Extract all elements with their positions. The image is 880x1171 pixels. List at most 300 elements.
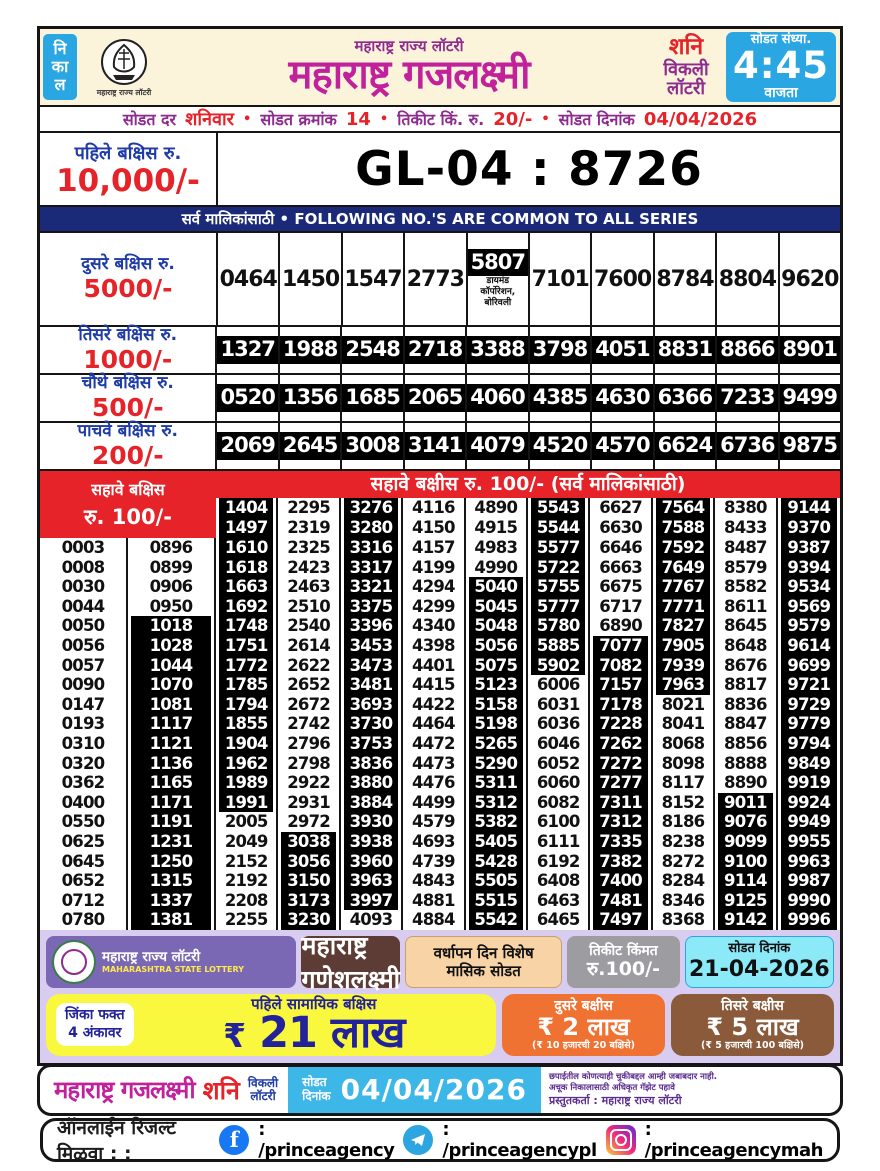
result-number-cell xyxy=(216,656,278,676)
result-number-cell xyxy=(466,891,528,911)
result-number-cell xyxy=(528,773,590,793)
result-number: 8890 xyxy=(724,773,767,793)
footer-social-strip xyxy=(40,1116,840,1165)
fifth-prize-label-cell xyxy=(40,423,217,469)
result-number: 8186 xyxy=(661,812,705,832)
prize-number-cell xyxy=(530,233,592,325)
result-number-cell xyxy=(653,832,715,852)
result-number-cell xyxy=(653,793,715,813)
result-number-cell xyxy=(466,636,528,656)
result-number-cell xyxy=(128,714,216,734)
result-number-cell xyxy=(128,616,216,636)
result-number-cell xyxy=(590,695,652,715)
result-number: 8068 xyxy=(661,733,705,753)
result-number: 1748 xyxy=(219,616,273,636)
result-number-cell xyxy=(341,871,403,891)
result-number-cell xyxy=(653,852,715,872)
result-number-cell xyxy=(715,852,777,872)
result-number: 9955 xyxy=(781,832,837,852)
result-number: 4157 xyxy=(412,538,455,557)
prize-number: 1356 xyxy=(280,384,340,411)
sixth-prize-label-cell xyxy=(40,471,216,538)
result-number-cell xyxy=(40,910,128,930)
result-number: 4093 xyxy=(349,910,393,930)
result-number: 6031 xyxy=(536,694,580,714)
result-number: 3173 xyxy=(281,891,335,911)
result-number-cell xyxy=(715,832,777,852)
result-number: 6192 xyxy=(536,851,580,871)
result-number-cell xyxy=(590,518,652,538)
result-number-cell xyxy=(403,812,465,832)
ad-ticket-label: तिकीट किंमत xyxy=(589,942,658,959)
result-number: 1028 xyxy=(131,636,211,656)
prize-number: 4630 xyxy=(592,384,652,411)
result-number: 9099 xyxy=(718,832,772,852)
result-number-cell xyxy=(216,754,278,774)
result-number: 2931 xyxy=(287,792,330,812)
result-number: 9076 xyxy=(718,812,772,832)
agent-caption: बोरिवली xyxy=(484,298,512,309)
prize-number-cell xyxy=(280,375,342,421)
result-number-cell xyxy=(778,793,840,813)
result-number: 6052 xyxy=(536,753,580,773)
result-number: 8117 xyxy=(661,773,705,793)
result-number-cell xyxy=(466,597,528,617)
prize-number: 4051 xyxy=(592,336,652,363)
result-number: 5902 xyxy=(531,656,585,676)
common-series-band: सर्व मालिकांसाठी • FOLLOWING NO.'S ARE COMMON TO ALL SERIES xyxy=(40,207,840,233)
result-number-cell xyxy=(778,597,840,617)
disclaimer-line2: अचूक निकालासाठी अधिकृत गॅझेट पहावे xyxy=(548,1082,675,1093)
result-number: 7277 xyxy=(593,773,647,793)
result-number-cell xyxy=(715,558,777,578)
weekly-label-1: विकली xyxy=(663,58,709,80)
result-number-cell xyxy=(528,891,590,911)
result-number-cell xyxy=(715,871,777,891)
emblem-icon xyxy=(99,37,149,87)
result-number: 3321 xyxy=(344,577,398,597)
sixth-prize-number-grid xyxy=(40,538,840,930)
result-number: 5755 xyxy=(531,577,585,597)
result-number: 9125 xyxy=(718,891,772,911)
result-number-cell xyxy=(778,734,840,754)
facebook-icon[interactable]: f xyxy=(219,1125,249,1155)
result-number: 1081 xyxy=(131,695,211,715)
result-number: 2672 xyxy=(287,694,330,714)
result-number: 2510 xyxy=(287,596,330,616)
result-number-cell xyxy=(403,498,465,518)
prize-number-cell xyxy=(405,327,467,373)
result-number: 5158 xyxy=(469,695,523,715)
result-number: 7481 xyxy=(593,891,647,911)
result-number: 4884 xyxy=(412,910,455,930)
nikal-vertical-label xyxy=(43,34,77,100)
second-prize-row xyxy=(40,233,840,327)
result-number-cell xyxy=(216,714,278,734)
prize-number-cell xyxy=(780,423,840,469)
result-number-cell xyxy=(403,656,465,676)
result-number-cell xyxy=(778,656,840,676)
prize-number: 8866 xyxy=(717,336,777,363)
result-number: 4499 xyxy=(412,792,455,812)
result-number-cell xyxy=(128,538,216,558)
result-number-cell xyxy=(40,616,128,636)
result-number-cell xyxy=(40,656,128,676)
result-number: 4398 xyxy=(412,635,455,655)
result-number: 2325 xyxy=(287,538,330,557)
result-number-cell xyxy=(715,734,777,754)
result-number-cell xyxy=(653,734,715,754)
result-number-cell xyxy=(403,695,465,715)
prize-number-cell xyxy=(655,327,717,373)
ticket-price-label: तिकीट किं. रु. xyxy=(397,110,485,129)
presenter-line: प्रस्तुतकर्ता : महाराष्ट्र राज्य लॉटरी xyxy=(548,1093,682,1107)
result-number-cell xyxy=(40,852,128,872)
result-number-cell xyxy=(715,498,777,518)
result-number: 6046 xyxy=(536,733,580,753)
result-number: 2540 xyxy=(287,616,330,636)
result-number-cell xyxy=(40,597,128,617)
result-number-cell xyxy=(128,832,216,852)
prize-number-cell xyxy=(468,233,530,325)
ad-first-prize-box xyxy=(46,994,496,1056)
result-number-cell xyxy=(40,793,128,813)
result-number-cell xyxy=(278,577,340,597)
ad-ticket-price: रु.100/- xyxy=(586,958,660,980)
result-number-cell xyxy=(466,577,528,597)
prize-number: 2645 xyxy=(280,432,340,459)
result-number-cell xyxy=(403,616,465,636)
result-number-cell xyxy=(40,871,128,891)
prize-amount: 200/- xyxy=(91,440,164,470)
result-number: 7382 xyxy=(593,852,647,872)
prize-number-cell xyxy=(717,327,779,373)
result-number-cell xyxy=(466,695,528,715)
result-number-cell xyxy=(216,773,278,793)
prize-number: 1685 xyxy=(342,384,402,411)
nikal-letter: नि xyxy=(53,39,67,59)
result-number-cell xyxy=(528,616,590,636)
result-number-cell xyxy=(341,498,403,518)
second-prize-label-cell xyxy=(40,233,218,325)
result-number-cell xyxy=(590,577,652,597)
fifth-prize-numbers xyxy=(217,423,840,469)
result-number: 1136 xyxy=(131,754,211,774)
prize-number: 8901 xyxy=(780,336,840,363)
result-number-cell xyxy=(653,558,715,578)
ad-third-note: (₹ 5 हजारची 100 बक्षिसे) xyxy=(700,1040,804,1052)
next-draw-ad xyxy=(40,930,840,1063)
ad-second-title: दुसरे बक्षीस xyxy=(554,997,613,1014)
result-number: 1231 xyxy=(131,832,211,852)
result-number-cell xyxy=(40,538,128,558)
result-number: 9394 xyxy=(781,558,837,578)
result-number: 2742 xyxy=(287,714,330,734)
result-number-cell xyxy=(778,910,840,930)
result-number: 9963 xyxy=(781,852,837,872)
footer-identity-strip xyxy=(37,1064,843,1116)
prize-number-cell xyxy=(280,327,342,373)
result-number-cell xyxy=(403,597,465,617)
result-number: 3316 xyxy=(344,538,398,558)
result-number-cell xyxy=(278,754,340,774)
result-number-cell xyxy=(653,910,715,930)
result-number: 9144 xyxy=(781,498,837,518)
prize-number: 2718 xyxy=(405,336,465,363)
result-number: 4294 xyxy=(412,577,455,597)
result-number-cell xyxy=(653,577,715,597)
result-number: 3276 xyxy=(344,498,398,518)
result-number-cell xyxy=(341,891,403,911)
result-number: 5777 xyxy=(531,597,585,617)
prize-number-cell xyxy=(655,423,717,469)
telegram-handle[interactable]: : /princeagencypl xyxy=(442,1118,597,1161)
facebook-handle[interactable]: : /princeagency xyxy=(258,1118,395,1161)
result-number: 5382 xyxy=(469,812,523,832)
result-number-cell xyxy=(128,871,216,891)
day-label: शनि xyxy=(668,34,704,61)
result-number-cell xyxy=(653,812,715,832)
result-number-cell xyxy=(403,754,465,774)
result-number: 4739 xyxy=(412,851,455,871)
result-number-cell xyxy=(590,812,652,832)
result-number-cell xyxy=(528,675,590,695)
result-number-cell xyxy=(590,793,652,813)
result-number: 9990 xyxy=(781,891,837,911)
result-number: 1785 xyxy=(219,675,273,695)
result-number: 8487 xyxy=(724,538,767,557)
result-number-cell xyxy=(40,754,128,774)
result-number: 5505 xyxy=(469,871,523,891)
ad-third-prize-box xyxy=(671,994,834,1056)
result-number: 9729 xyxy=(781,695,837,715)
first-prize-row xyxy=(40,133,840,207)
prize-number: 3798 xyxy=(530,336,590,363)
result-number-cell xyxy=(216,597,278,617)
prize-number: 7233 xyxy=(717,384,777,411)
prize-number-cell xyxy=(780,233,840,325)
nikal-letter: ल xyxy=(54,74,66,94)
result-number: 4983 xyxy=(474,538,518,557)
prize-number: 2548 xyxy=(342,336,402,363)
result-number-cell xyxy=(216,616,278,636)
prize-number-cell xyxy=(467,327,529,373)
result-number: 9924 xyxy=(781,793,837,813)
result-number-cell xyxy=(528,538,590,558)
footer-weekly xyxy=(248,1077,278,1103)
result-number-cell xyxy=(128,656,216,676)
result-number-cell xyxy=(590,832,652,852)
instagram-handle[interactable]: : /princeagencymah xyxy=(644,1118,823,1161)
result-number: 3396 xyxy=(344,616,398,636)
result-number: 8648 xyxy=(724,635,767,655)
result-number: 4472 xyxy=(412,733,455,753)
ad-logo-line1: महाराष्ट्र राज्य लॉटरी xyxy=(102,948,201,965)
result-number-cell xyxy=(341,538,403,558)
result-number: 2972 xyxy=(287,812,330,832)
prize-number: 0520 xyxy=(217,384,277,411)
prize-number: 9875 xyxy=(780,432,840,459)
result-number-cell xyxy=(715,675,777,695)
result-number: 3938 xyxy=(344,832,398,852)
result-number-cell xyxy=(403,871,465,891)
prize-amount: 500/- xyxy=(91,392,164,422)
result-number: 6408 xyxy=(536,871,580,891)
result-number: 1070 xyxy=(131,675,211,695)
result-number-cell xyxy=(590,675,652,695)
result-number: 6663 xyxy=(599,557,642,577)
result-number-cell xyxy=(466,812,528,832)
result-number-cell xyxy=(778,577,840,597)
result-number-cell xyxy=(40,832,128,852)
result-number: 4693 xyxy=(412,831,455,851)
result-number-cell xyxy=(466,714,528,734)
ad-occasion-box xyxy=(405,936,562,988)
result-number: 8611 xyxy=(724,596,767,616)
result-number: 3997 xyxy=(344,891,398,911)
result-number: 9721 xyxy=(781,675,837,695)
prize-number-cell xyxy=(217,375,279,421)
result-number: 7771 xyxy=(656,597,710,617)
prize-number: 1988 xyxy=(280,336,340,363)
page-title: महाराष्ट्र गजलक्ष्मी xyxy=(288,51,530,98)
prize-number-cell xyxy=(467,375,529,421)
result-number: 4150 xyxy=(412,518,455,537)
sixth-prize-band: सहावे बक्षीस रु. 100/- (सर्व मालिकांसाठी) xyxy=(216,471,840,498)
result-number: 7400 xyxy=(593,871,647,891)
result-number: 1404 xyxy=(219,498,273,518)
result-number-cell xyxy=(778,852,840,872)
result-number: 0362 xyxy=(61,773,105,793)
result-number: 3056 xyxy=(281,852,335,872)
result-number-cell xyxy=(528,734,590,754)
footer-date-value: 04/04/2026 xyxy=(340,1073,527,1107)
result-number: 9919 xyxy=(781,773,837,793)
prize-number: 1547 xyxy=(344,266,402,292)
result-number-cell xyxy=(715,656,777,676)
result-number: 6111 xyxy=(536,831,580,851)
prize-number-cell xyxy=(717,233,779,325)
result-number: 8817 xyxy=(724,675,767,695)
result-number-cell xyxy=(778,636,840,656)
result-number-cell xyxy=(778,558,840,578)
result-number-cell xyxy=(341,616,403,636)
ad-logo-icon xyxy=(52,940,96,984)
ad-big-amount-value: 21 लाख xyxy=(259,1007,405,1058)
result-number-cell xyxy=(715,793,777,813)
result-number: 2622 xyxy=(287,655,330,675)
result-number: 1962 xyxy=(219,754,273,774)
result-number-cell xyxy=(341,636,403,656)
result-number: 7564 xyxy=(656,498,710,518)
result-number: 1121 xyxy=(131,734,211,754)
result-number: 3693 xyxy=(344,695,398,715)
prize-number: 4570 xyxy=(592,432,652,459)
result-number-cell xyxy=(278,891,340,911)
result-number-cell xyxy=(590,871,652,891)
result-number-cell xyxy=(528,832,590,852)
result-number-cell xyxy=(653,695,715,715)
ad-bottom-row xyxy=(46,994,834,1056)
result-number-cell xyxy=(466,558,528,578)
result-number-cell xyxy=(403,832,465,852)
result-number-cell xyxy=(278,812,340,832)
result-number-cell xyxy=(715,695,777,715)
result-number-cell xyxy=(341,558,403,578)
result-number-cell xyxy=(278,773,340,793)
result-number-cell xyxy=(466,734,528,754)
result-number: 0050 xyxy=(61,616,105,636)
result-number: 5543 xyxy=(531,498,585,518)
result-number-cell xyxy=(128,558,216,578)
result-number-cell xyxy=(778,812,840,832)
result-number: 2614 xyxy=(287,635,330,655)
instagram-icon[interactable] xyxy=(606,1125,636,1155)
result-number-cell xyxy=(128,577,216,597)
result-number: 3730 xyxy=(344,714,398,734)
result-number: 7312 xyxy=(593,812,647,832)
result-number: 4299 xyxy=(412,596,455,616)
result-number: 5311 xyxy=(469,773,523,793)
result-number: 8856 xyxy=(724,733,767,753)
result-number: 4579 xyxy=(412,812,455,832)
telegram-icon[interactable] xyxy=(403,1125,433,1155)
result-number: 5542 xyxy=(469,910,523,930)
result-number-cell xyxy=(466,616,528,636)
result-number: 2798 xyxy=(287,753,330,773)
result-number: 0310 xyxy=(61,733,105,753)
header xyxy=(40,29,840,107)
prize-number-cell xyxy=(342,423,404,469)
result-number-cell xyxy=(278,558,340,578)
result-number: 1191 xyxy=(131,812,211,832)
result-number: 3836 xyxy=(344,754,398,774)
result-number-cell xyxy=(128,675,216,695)
result-number-cell xyxy=(341,734,403,754)
result-number-cell xyxy=(341,714,403,734)
footer-day: शनि xyxy=(202,1075,240,1105)
prize-number: 3388 xyxy=(467,336,527,363)
rupee-icon: ₹ xyxy=(223,1015,246,1055)
result-number: 6465 xyxy=(536,910,580,930)
result-number-cell xyxy=(403,891,465,911)
result-number: 1315 xyxy=(131,871,211,891)
result-number-cell xyxy=(466,832,528,852)
result-number: 5198 xyxy=(469,714,523,734)
result-number-cell xyxy=(466,910,528,930)
result-number-cell xyxy=(528,656,590,676)
prize-number-cell xyxy=(655,375,717,421)
prize-number-cell xyxy=(717,423,779,469)
prize-number-cell xyxy=(467,423,529,469)
result-number-cell xyxy=(590,636,652,656)
result-number: 7649 xyxy=(656,558,710,578)
prize-number: 7600 xyxy=(593,266,652,292)
result-number: 7335 xyxy=(593,832,647,852)
result-number: 5515 xyxy=(469,891,523,911)
first-prize-result: GL-04 : 8726 xyxy=(355,141,703,197)
result-number-cell xyxy=(216,498,278,518)
prize-number: 8831 xyxy=(655,336,715,363)
ad-second-prize-box xyxy=(502,994,665,1056)
result-number: 7905 xyxy=(656,636,710,656)
result-number-cell xyxy=(278,871,340,891)
result-number: 7963 xyxy=(656,675,710,695)
result-number: 4415 xyxy=(412,675,455,695)
result-number: 2255 xyxy=(224,910,268,930)
prize-number-cell xyxy=(405,375,467,421)
result-number: 0193 xyxy=(61,714,105,734)
